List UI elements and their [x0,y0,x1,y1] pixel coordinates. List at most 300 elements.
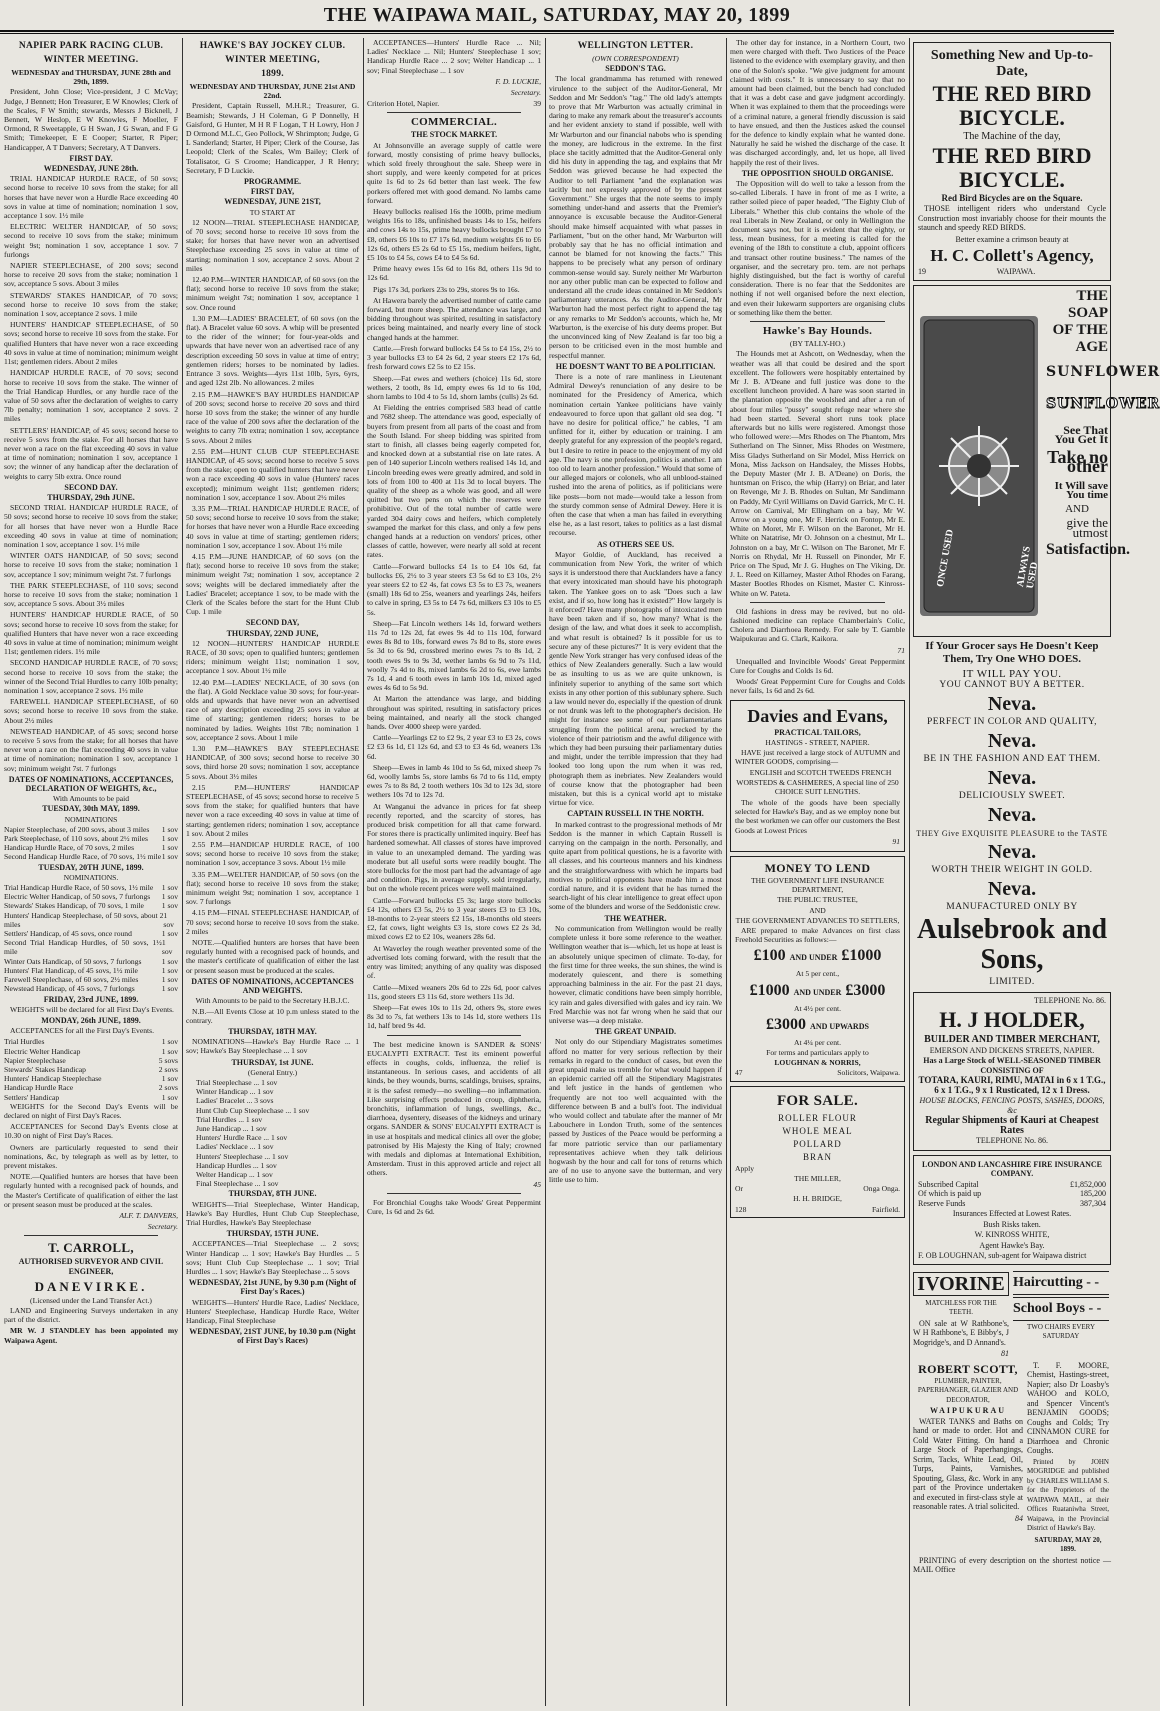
column-wellington-letter [549,38,722,1706]
neva-manufactured: MANUFACTURED ONLY BY [946,901,1078,912]
napier-weights2: WEIGHTS for the Second Day's Events will be declared on night of First Day's Races. [4,1101,178,1120]
ad-number: 45 [533,1179,541,1189]
napier-signature: ALF. T. DANVERS, [119,1210,178,1220]
hbjc-thursday2: THURSDAY, 1st JUNE. [231,1057,314,1067]
ivorine-sub: MATCHLESS FOR THE TEETH. [925,1298,997,1316]
insurance-agent: W. KINROSS WHITE, [974,1230,1050,1239]
hbjc-winter-meeting: WINTER MEETING, [225,55,320,65]
paragraph: At Waverley the rough weather prevented some of the advertised lots coming forward, with the result that the entry was limited; anything of any quality was disposed of. [367,943,541,981]
soap-bar-image [920,316,1038,616]
list-item: Handicap Hurdle Race 2 sovs [4,1083,178,1093]
davies-addr: HASTINGS - STREET, NAPIER. [765,737,870,747]
paragraph: Not only do our Stipendiary Magistrates sometimes afford no matter for very serious reflection by their remarks in regard to the conduct of cases, but even the great unpaid make us tremble for what would happen if an epidemic carried off all the Stipendiary Magistrates and left justice in the hands of gentlemen who frequently are not too well acquainted with the difference between B and a bull's foot. The individual who would collect and tabulate after the manner of Mr Labouchere in London Truth, some of the sentences passed by Justices of the Peace would be performing a far more patriotic service than our parliamentary representatives achieve when they talk delirious hogwash by the hour and call for tons of returns which are of no use to anyone save the butterman, and very little use to him. [549,1037,722,1185]
scott-sub: PLUMBER, PAINTER, PAPERHANGER, GLAZIER AND DECORATOR, [917,1376,1019,1404]
holder-sub: BUILDER AND TIMBER MERCHANT, [924,1034,1100,1045]
bicycle-text: THOSE intelligent riders who understand Cycle Construction most invariably choose for their mounts the staunch and speedy RED BIRDS. [918,204,1106,232]
paragraph: Sheep—Fat Lincoln wethers 14s 1d, forward wethers 11s 7d to 12s 2d, fat ewes 9s 4d to 11s 10d, forward ewes 8s 8d to 10s, forward ewes 7s 8d to 8s, store ewes 5s 3d to 6s 9d, crossbred merino ewes 7s to 8s 1d, 2 tooth ewes 9s to 9s 3d, wether lambs 6s 9d to 7s 11d, woolly 7s 4d to 8s, mixed lambs 6s 2d to 6s, ewe lambs 7s 1d, 4 and 6 tooth ewes in lamb 10s 1d, mixed aged ewes 4s 6d to 5s 9d. [367,618,541,693]
soap-save: It Will save You time [1054,479,1108,501]
paragraph: At Marton the attendance was large, and bidding throughout was spirited, resulting in satisfactory prices being maintained, and nearly all the stock changed hands. Over 4000 sheep were yarded. [367,694,541,732]
list-item: Hunters' Handicap Steeplechase 1 sov [4,1074,178,1084]
commercial-title: COMMERCIAL. [410,116,498,129]
column-rule [909,38,910,1706]
section-head: THE WEATHER. [604,913,667,923]
neva-brand: Neva. [987,766,1037,789]
carroll-licensed: (Licensed under the Land Transfer Act.) [30,1295,152,1305]
moore-text: T. F. MOORE, Chemist, Hastings-street, Napier; also Dr Loasby's WAHOO and KOLO, and Spencer Vincent's BENJAMIN GOODS; Coughs and Colds; Try CINNAMON CURE for Diarrhoea and Chronic Coughs. [1027,1360,1109,1455]
race-entry: TRIAL HANDICAP HURDLE RACE, of 50 sovs; second horse to receive 10 sovs from the stake; for all horses that have never won a Hurdle Race exceeding 40 sovs in value at time of nomination; nomination 1 sov, acceptance 1 sov. 1½ mile [4,174,178,221]
hbjc-thursday3: THURSDAY, 8TH JUNE. [228,1189,317,1199]
money-rate: At 4¼ per cent. [793,1037,842,1047]
napier-nominations2-label: NOMINATIONS. [63,872,119,882]
list-item: Hunters' Hurdle Race ... 1 sov [196,1133,288,1143]
moore-ad [1027,1361,1109,1556]
hbjc-second-date: THURSDAY, 22ND JUNE, [226,628,319,638]
neva-brand: Neva. [987,729,1037,752]
race-entry: 4.15 P.M—FINAL STEEPLECHASE HANDICAP, of 70 sovs; second horse to receive 10 sovs from the stake. 2 miles [186,908,359,936]
soap-satisfaction: Satisfaction. [1046,541,1130,558]
soap-see: See That You Get It [1054,422,1108,446]
list-item: Subscribed Capital £1,852,000 [918,1179,1106,1189]
race-entry: 3.35 P.M—TRIAL HANDICAP HURDLE RACE, of 50 sovs; second horse to receive 10 sovs from the stake; for horses that have never won a Hurdle Race exceeding 40 sovs in value at time of starting; gentlemen riders; nomination 1 sov, acceptance 1 sov. About 1½ mile [186,503,359,550]
money-title: MONEY TO LEND [764,861,871,876]
money-text: ARE prepared to make Advances on first class Freehold Securities as follows:— [735,926,900,945]
race-entry: ELECTRIC WELTER HANDICAP, of 50 sovs; second to receive 10 sovs from the stake; minimum weight 9st; nomination 1 sov, acceptance 1 sov. 7 furlongs [4,222,178,259]
forsale-title: FOR SALE. [776,1092,859,1109]
race-entry: 2.55 P.M—HANDICAP HURDLE RACE, of 100 sovs; second horse to receive 10 sovs from the stake; nomination 1 sov, acceptance 3 sovs. About 1½ mile [186,840,359,868]
bicycle-tag: The Machine of the day, [963,131,1061,142]
hbjc-year: 1899. [261,69,284,79]
section-head: SEDDON'S TAG. [605,64,666,74]
bicycle-headline: Something New and Up-to-Date, [930,48,1094,79]
ivorine-title: IVORINE [913,1272,1009,1296]
holder-telephone2: TELEPHONE No. 86. [976,1136,1048,1145]
soap-of-the-age: SOAP OF THE AGE [1052,304,1108,355]
napier-accept-text: ACCEPTANCES for all the First Day's Events. [10,1026,154,1036]
race-entry: STEWARDS' STAKES HANDICAP, of 70 sovs; second horse to receive 10 sovs from the stake; nomination 1 sov, acceptance 2 sovs. 1 mile [4,290,178,319]
list-item: Hunters' Steeplechase ... 1 sov [196,1151,289,1161]
soap-and: AND [1065,502,1089,515]
holder-text: Has a Large Stock of WELL-SEASONED TIMBER CONSISTING OF [923,1056,1101,1075]
ad-number: 71 [897,645,905,655]
forsale-apply: Apply [735,1163,754,1173]
paragraph: At Hawera barely the advertised number of cattle came forward, but more sheep. The attendance was large, and bidding throughout was spirited, resulting in satisfactory prices being maintained, and nearly every line of stock changed hands at the hammer. [367,295,541,342]
haircutting-line: Haircutting - - [1013,1271,1109,1295]
napier-second-day-date: THURSDAY, 29th JUNE. [47,492,135,502]
list-item: Trial Steeplechase ... 1 sov [196,1077,278,1087]
napier-dates-sub: With Amounts to be paid [52,794,130,804]
ad-number: 39 [533,99,541,109]
hbjc-dates-head: DATES OF NOMINATIONS, ACCEPTANCES AND WEIGHTS. [191,976,354,996]
neva-tagline: THEY Give EXQUISITE PLEASURE to the TASTE [916,828,1108,838]
hbjc-second-day: SECOND DAY, [245,618,300,628]
woods-ad: For Bronchial Coughs take Woods' Great Peppermint Cure, 1s 6d and 2s 6d. [367,1197,541,1216]
money-rate: At 4½ per cent. [793,1003,842,1013]
ad-number: 128 [735,1204,747,1214]
hbjc-note: NOTE.—Qualified hunters are horses that have been regularly hunted with a recognised pack of hounds, and the master's certificate of qualification of either the last or present season must be produced at the scales. [186,938,359,975]
aulsebrook-limited: LIMITED. [989,976,1035,987]
divider [750,602,885,603]
paragraph: The Opposition will do well to take a lesson from the so-called Liberals. I have in front of me as I write, a rather soiled piece of paper headed, "The Eighty Club of Liberals." Whether this club contains the whole of the real Liberals in New Zealand, or only in Wellington the document says not, but it is evident that the eighty, or less, mean business, for a meeting is called for the evening of the 18th to constitute a club, appoint officers and transact other routine business." The names of the organiser, and the secretary pro. tem. are not perhaps highly distinguished, but the fact is worthy of careful consideration. There is no fear that the Seddonites are nothing if not well organised before the next election, and even their lukewarm supporters are organising clubs or something like them the better. [730,179,905,317]
sunflower-soap-ad [913,285,1160,637]
column-rule [182,38,183,1706]
column-rule [545,38,546,1706]
divider [24,1235,158,1236]
money-apply: For terms and particulars apply to [766,1048,869,1058]
ad-number: 84 [1015,1513,1023,1523]
hounds-by: (BY TALLY-HO.) [789,339,846,349]
wellington-corr: (OWN CORRESPONDENT) [592,54,679,63]
hbjc-general: (General Entry.) [247,1067,298,1077]
aulsebrook-name: Aulsebrook and Sons, [916,913,1108,975]
luckie-role: Secretary. [510,88,541,98]
race-entry: 12.40 P.M—LADIES' NECKLACE, of 30 sovs (on the flat). A Gold Necklace value 30 sovs; for four-year-olds and upwards that have never won an advertised race of any description exceeding 25 sovs in value at time of starting; gentlemen riders; horses to be nominated by ladies. Weights 10st 7lb; nomination 1 sov, acceptance 2 sovs. About 1 mile [186,677,359,742]
hbjc-officers: President, Captain Russell, M.H.R.; Treasurer, G. Beamish; Stewards, J H Coleman, G P Donnelly, H Gaisford, G Hunter, M H R F Logan, T H Lowry, Hon J D Ormond M.L.C, Geo Pollock, W Shrimpton; Judge, G L Sanderland; Starter, H Piper; Clerk of the Course, Jas Leopold; Clerk of the Scales, Wm Bailey; Clerk of Totalisator, G S Croome; Handicapper, J R Henry; Secretary, F D Luckie. [186,101,359,175]
section-head: CAPTAIN RUSSELL IN THE NORTH. [567,809,704,819]
insurance-title: LONDON AND LANCASHIRE FIRE INSURANCE COMPANY. [921,1159,1103,1178]
race-entry: 1.30 P.M—LADIES' BRACELET, of 60 sovs (on the flat). A Bracelet value 60 sovs. A whip will be presented to the rider of the winner; for four-year-olds and upwards that have never won an advertised race of any description exceeding 50 sovs in value at time of entry; gentlemen riders; horses to be nominated by ladies. Entrance 3 sovs. Weights—4yrs 11st 10lb, 5yrs, 6yrs, and aged 12st 2lb. No allowances. 2 miles [186,313,359,388]
list-item: Handicap Hurdle Race, of 70 sovs, 2 miles 1 sov [4,843,178,853]
race-entry: 2.15 P.M—HUNTERS' HANDICAP STEEPLECHASE, of 45 sovs; second horse to receive 5 sovs from the stake; for qualified hunters that have never won a race exceeding 40 sovs in value at time of starting; gentlemen riders; nomination 1 sov, acceptance 1 sov. About 2 miles [186,782,359,838]
sander-ad: The best medicine known is SANDER & SONS' EUCALYPTI EXTRACT. Test its eminent powerful effects in coughs, colds, influenza, the relief is instantaneous. In serious cases, and accidents of all kinds, be they wounds, burns, scaldings, bruises, sprains, it is the safest remedy—no swelling—no inflammation. Like surprising effects produced in croup, diphtheria, bronchitis, inflammation of lungs, swellings, &c., diarrhoea, dysentery, diseases of the kidneys and urinary organs. SANDER & SONS' EUCALYPTI EXTRACT is in use at hospitals and medical clinics all over the globe; patronised by His Majesty the King of Italy; crowned with medals and diplomas at International Exhibition, Amsterdam. Trust in this approved article and reject all others. [367,1039,541,1178]
luckie-place: Criterion Hotel, Napier. [367,99,440,109]
list-item: WHOLE MEAL [782,1125,853,1136]
two-chairs: TWO CHAIRS EVERY SATURDAY [1026,1322,1096,1340]
collett-agency: H. C. Collett's Agency, [930,246,1094,265]
paragraph: The local grandmamma has returned with renewed virulence to the subject of the Auditor-General, Mr Seddon and Mr Seddon's "tag." The old lady's attempts to prove that Mr Warburton was actually criminal in daring to make any remark about the treasurer's accounts and her evident anxiety to stand if possible, well with Mr Warburton and our financial nabobs who is spending the money, are ludicrous in the extreme. In the first place she tacitly admitted that the Auditor-General only did his duty in appending the tag, and explains that Mr Seddon was grieved because he had expected the Auditor to tell Parliament "and the explanation was tacitly but not expressly approved of by the present Government." She urges that the note seems to imply something under-hand and asserts that the Premier's annoyance is excusable because the Auditor-General should make himself acquainted with what passes in Parliament, "but on the other hand, Mr Warburton will probably say that he has no official intimation and cannot be blamed for not knowing the facts." This happens to be precisely what any person of ordinary common-sense would say. Surely neither Mr Warburton nor any other public man can be expected to follow and understand all the crude ideas contained in Mr Seddon's parliamentary utterances. As the Auditor-General, Mr Warburton had the most perfect right to append the tag or any remarks to Mr Seddon's accounts, which he, Mr Warburton, is the exercise of his duty deems proper. But the unconvinced king of New Zealand is far too big a person to be criticised even in the most humble and respectful manner. [549,74,723,360]
stock-market-title: THE STOCK MARKET. [410,130,498,140]
ivorine-ad [913,1269,1009,1361]
paragraph: At Fielding the entries comprised 583 head of cattle and 7682 sheep. The attendance was good, especially of buyers from present from all parts of the coast and from the South Island. For sheep bidding was spirited from start to finish, all classes being eagerly competed for, and knocked down at a substantial rise on late rates. A pen of 140 superior Lincoln wethers realised 14s 1d, and Lincoln breeding ewes were greatly admired, and sold in lots of from 100 to 400 at 11s 3d to local buyers. The quality of the sheep as a whole was good, and all were quitted but two pens on which the reserves were prohibitive. Out of the total number of cattle were yarded 304 dairy cows and heifers, which completely swamped the market for this class, and only a few pens changed hands at a reduction on vendors' prices, other classes of cattle, however, were nearly all sold at recent rates. [367,403,541,560]
woods-ad: Woods' Great Peppermint Cure for Coughs and Colds never fails, 1s 6d and 2s 6d. [730,677,905,696]
divider [750,321,885,322]
race-entry: 12 NOON—HUNTERS' HANDICAP HURDLE RACE, of 30 sovs; open to qualified hunters; gentlemen riders; minimum weight 11st; nomination 1 sov, acceptance 1 sov. About 1½ mile [186,638,359,676]
soap-text [1046,287,1160,558]
list-item: ROLLER FLOUR [778,1112,857,1123]
neva-tagline: DELICIOUSLY SWEET. [958,790,1066,801]
neva-tagline: PERFECT IN COLOR AND QUALITY, [926,716,1098,727]
hbjc-accept-head: ACCEPTANCES—Hunters' Hurdle Race ... Nil; Ladies' Necklace ... Nil; Hunters' Steeplechase 1 sov; Handicap Hurdle Race ... 2 sov; Welter Handicap ... 1 sov; Final Steeplechase ... 1 sov [367,38,541,75]
soap-take: Take no other [1047,446,1108,476]
column-advertisements [913,38,1160,1706]
bicycle-name: THE RED BIRD BICYCLE. [932,81,1092,130]
paragraph: Sheep—Ewes in lamb 4s 10d to 5s 6d, mixed sheep 7s 6d, woolly lambs 5s, store lambs 6s 7d to 6s 11d, empty ewes 7s to 8s 8d, 2 tooth wethers 10s 3d to 12s 3d, store wethers 10s 7d to 12s 7d. [367,762,541,800]
bicycle-square: Red Bird Bicycles are on the Square. [941,192,1083,203]
list-item: Settlers' Handicap 1 sov [4,1092,178,1102]
money-sub: THE GOVERNMENT LIFE INSURANCE DEPARTMENT, [751,876,884,895]
insurance-sub: F. OB LOUGHNAN, sub-agent for Waipawa district [918,1251,1087,1260]
list-item: Napier Steeplechase, of 200 sovs, about 3 miles 1 sov [4,824,178,834]
race-entry: 3.35 P.M—WELTER HANDICAP, of 50 sovs (on the flat); second horse to receive 10 sovs from the stake; minimum weight 9st; nomination 1 sov, acceptance 1 sov. 7 furlongs [186,869,359,907]
soap-the: THE [1076,287,1108,304]
column-rule [363,38,364,1706]
list-item: Of which is paid up 185,200 [918,1189,1106,1198]
ad-number: 81 [1001,1349,1009,1358]
hbjc-thursday4: THURSDAY, 15TH JUNE. [226,1229,319,1239]
soap-give: give the utmost [1066,515,1108,540]
masthead-rule [0,33,1114,34]
neva-will-pay: IT WILL PAY YOU. [962,667,1062,680]
column-napier-park [4,38,178,1706]
ivorine-hair-row [913,1269,1111,1361]
insurance-ad [913,1155,1111,1265]
race-entry: FAREWELL HANDICAP STEEPLECHASE, of 60 sovs; second horse to receive 10 sovs from the stake. About 2½ miles [4,697,178,725]
column-hounds-ads [730,38,905,1706]
list-item: Hunt Club Cup Steeplechase ... 1 sov [196,1105,310,1115]
holder-addr: EMERSON AND DICKENS STREETS, NAPIER. [929,1045,1095,1055]
carroll-place: DANEVIRKE. [34,1278,148,1294]
hbjc-first-day: FIRST DAY, [250,187,295,197]
scott-name: ROBERT SCOTT, [918,1361,1018,1376]
paragraph: At Wanganui the advance in prices for fat sheep recently reported, and the scarcity of stores, has produced brisk competition for all that came forward. For stores there is practically unlimited inquiry. Beef has hardened somewhat. All classes of stores have improved in value to an unexampled demand. The yarding was moderate but all useful sorts were readily bought. The store bullocks for the most part had the advantage of age and condition. Pigs, in average supply, sold irregularly, but on the whole recent prices were well maintained. [367,801,541,894]
neva-brand: Neva. [987,692,1037,715]
race-entry: NEWSTEAD HANDICAP, of 45 sovs; second horse to receive 5 sovs from the stake; for all horses that have never won a race on the flat exceeding 40 sovs in value at time of nomination; nomination 1 sov, acceptance 1 sov; minimum weight 7st. 7 furlongs [4,726,178,773]
forsale-row: 128 Fairfield. [735,1204,900,1214]
divider [387,1035,521,1036]
forsale-name: H. H. BRIDGE, [793,1194,842,1204]
list-item: Second Trial Handicap Hurdles, of 50 sovs, 1½ mile 1 sov [4,938,173,957]
race-entry: HANDICAP HURDLE RACE, of 70 sovs; second horse to receive 10 sovs from the stake. The winner of the Trial Handicap Hurdles, or any hurdle race of the value of 50 sovs after the declaration of weights to carry 7lb penalty; nomination 1 sov, acceptance 2 sovs. 2 miles [4,368,178,424]
hbjc-thursday: THURSDAY, 18TH MAY. [228,1026,317,1036]
money-tier: £3000 AND UPWARDS [766,1015,869,1033]
hbjc-nom-line: NOMINATIONS—Hawke's Bay Hurdle Race ... 1 sov; Hawke's Bay Steeplechase ... 1 sov [186,1037,359,1056]
money-to-lend-ad [730,856,905,1082]
schoolboys-line: School Boys - - [1013,1297,1109,1321]
section-head: AS OTHERS SEE US. [597,539,674,549]
paragraph: Heavy bullocks realised 16s the 100lb, prime medium weights 16s to 18s, unfinished beasts 14s to 15s, heifers and cows 14s to 15s, prime heavy bullocks brought £7 to £8, others £6 10s to £7 17s 6d, medium weights £6 to £6 12s 6d, others £5 2s 6d to £5 15s, medium heifers, light, £5 10s to £4 5s, cows £4 to £4 5s 6d. [367,207,541,263]
holder-timber: TOTARA, KAURI, RIMU, MATAI in 6 x 1 T.G., 6 x 1 T.G., 9 x 1 Rusticated, 12 x 1 Dress. [918,1075,1106,1095]
holder-kauri: Regular Shipments of Kauri at Cheapest Rates [925,1115,1099,1136]
race-entry: 2.15 P.M—HAWKE'S BAY HURDLES HANDICAP of 200 sovs; second horse to receive 20 sovs and third horse 10 sovs from the stake; the winner of any hurdle race of the value of 200 sovs after the declaration of the weights to carry 7lb extra; nomination 1 sov, acceptance 5 sovs. About 2 miles [186,389,359,445]
hbjc-programme: PROGRAMME. [243,177,302,187]
money-rate: At 5 per cent., [795,969,840,979]
holder-house: HOUSE BLOCKS, FENCING POSTS, SASHES, DOORS, &c [919,1096,1105,1115]
neva-brand: Neva. [987,877,1037,900]
race-entry: WINTER OATS HANDICAP, of 50 sovs; second horse to receive 10 sovs from the stake; nomination 1 sov, acceptance 1 sov; minimum weight 7st. 7 furlongs [4,551,178,579]
money-agent: LOUGHNAN & NORRIS, [774,1058,861,1068]
hbjc-wed1: WEDNESDAY, 21st JUNE, by 9.30 p.m (Night of First Day's Races.) [188,1278,357,1297]
napier-nom-date: TUESDAY, 30th MAY, 1899. [42,804,140,814]
soap-sunflower-outline: SUNFLOWER [1046,395,1160,412]
list-item: Hunters' Flat Handicap, of 45 sovs, 1½ mile 1 sov [4,965,178,975]
imprint: Printed by JOHN MOGRIDGE and published by CHARLES WILLIAM S. for the Proprietors of the WAIPAWA MAIL, at their Offices Ruataniwha Street, Waipawa, in the Provincial District of Hawke's Bay. [1027,1457,1109,1532]
list-item: Settlers' Handicap, of 45 sovs, once round 1 sov [4,929,178,939]
napier-officers: President, John Close; Vice-president, J C McVay; Judge, J Bennett; Hon Treasurer, E W Knowles; Clerk of the Scales, F W Smith; stewards, Messrs J Bicknell, J Bennett, W Heslop, E W Knowles, F Moeller, F Ormond, R Sweetapple, G H Swan, J G Swan, and F G Smith; Timekeeper, E E Cooper; Starter, R Piper; Handicapper, A T Danvers; Secretary, A T Danvers. [4,87,178,152]
race-entry: NAPIER STEEPLECHASE, of 200 sovs; second horse to receive 20 sovs from the stake; nomination 1 sov, acceptance 5 sovs. About 3 miles [4,261,178,289]
paragraph: The Hounds met at Ashcott, on Wednesday, when the weather was all that could be desired and the sport excellent. The followers were hospitably entertained by Mr J. B. A'Deane and full justice was done to the excellent luncheon provided. A hare was soon started in the plantation opposite the woolshed and after a run of about four miles "pussy" sought refuge near where she had been started. Several short runs took place afterwards but no kills were registered. Amongst those who followed were:—Mrs Rhodes on The Phantom, Mrs Sutherland on The Sinner, Miss Rhodes on Westmere, Miss Gladys Sutherland on Sir Model, Miss Herrick on Mona, Miss Jackson on Handsaley, the Misses Hobbs, the Deputy Master (Mr J. B. A'Deane) on Doris, the huntsman on Frisco, the whip (Harry) on Briar, and later on Revenge, Mr J. B. Rhodes on Sultan, Mr Sandimann on Paddy, Mr Cyril Williams on David Garrick, Mr C. H. Arrow on Carnival, Mr Ellingham on a bay, Mr W. Arrow on a young one, Mr F. Herrick on Fontop, Mr E. White on Moret, Mr F. Wilson on the Baronet, Mr H. White on Natatrise, Mr O. Johnson on a chestnut, Mr L. Johnston on a bay, Mr C. Wilson on The Baronet, Mr F. Norris on Rhydal, Mr H. Russell on Pinonder, Mr F. Price on The Spud, Mr J. G. Hughes on The Viking, Dr. J. L. Reed on Killarney, Master Athol Rhodes on Farang, Master Bootles Rhodes on Kismet, Master C. Kinross-White on W. Pateta. [730,349,905,598]
luckie-place-row [367,99,541,108]
napier-nominations-label: NOMINATIONS [64,814,118,824]
list-item: Second Handicap Hurdle Race, of 70 sovs, 1½ mile 1 sov [4,852,178,862]
bicycle-place-row [918,267,1106,277]
list-item: Farewell Steeplechase, of 60 sovs, 2½ miles 1 sov [4,975,178,985]
davies-text2: The whole of the goods have been specially selected for Hawke's Bay, and as we employ none but the best workmen we can offer our customers the Best Goods at Lowest Prices [735,798,900,835]
paragraph: The other day for instance, in a Northern Court, two men were charged with theft. Two Justices of the Peace listened to the evidence with exemplary gravity, and then one of the Solon's spoke. "We give judgment for amount claimed with costs." It is unnecessary to say that no amount had been claimed, but the bench had concluded that it was a debt case and gave judgment accordingly. When it was explained to them that the proceedings were of a criminal nature, a general friendly discussion is said to have ensued, and then the Justices asked the counsel for the defence to kindly explain what he wanted done. Naturally he said he wished the discharge of the case. It was discharged accordingly, and, let us hope, all lived happily the rest of their lives. [730,38,905,167]
column-hawkes-bay-jockey [186,38,359,1706]
list-item: June Handicap ... 1 sov [196,1123,267,1133]
bicycle-name: THE RED BIRD BICYCLE. [932,142,1092,192]
napier-nom-list2 [4,883,178,993]
napier-signature-role: Secretary. [147,1222,178,1232]
carroll-text: LAND and Engineering Surveys undertaken in any part of the district. [4,1305,178,1325]
list-item: Electric Welter Handicap 1 sov [4,1046,178,1056]
list-item: Trial Handicap Hurdle Race, of 50 sovs, 1½ mile 1 sov [4,883,178,893]
money-agent-row [735,1068,900,1077]
paragraph: Mayor Goldie, of Auckland, has received a communication from New York, the writer of which says it is understood there that Aucklanders have a fancy that every intoxicated man should have his photograph taken. The Yankee goes on to ask "Does such a law exist, and if so, how long has it existed?" How largely is it enforced? Have many photographs of intoxicated men have been taken and if so, how many? What is the design of the law, and what does it seek to accomplish, and what result is obtained? Is it possible for us to secure any of these pictures?" It is very evident that the gentle New York stranger has very confused ideas of the ethics of New Zealanders generally. Such a law would be as insulting to us as we are quite unknown, is infinitely superior to anything of the same sort which exists in any other portion of this sublunary sphere. Such a law would never do, especially if the question of drunk or not drunk was left to the photographer's decision. He might for instance see some of our parliamentarians struggling from the political arena, wrecked by the violence of their patriotism and the awful diligence with which they had been pursuing their parliamentary duties and might, under the terrible impression that they had looked too long upon the rum when it was red, photograph them as inebriates. New Zealanders would of course know that the photographer had been mistaken, but this is a cynical world apt to mistake virtue for vice. [549,549,722,808]
neva-brand: Neva. [987,803,1037,826]
hbjc-nom-list [186,1078,359,1188]
printing-ad: PRINTING of every description on the shortest notice — MAIL Office [913,1555,1111,1574]
luckie-signature: F. D. LUCKIE, [495,76,541,86]
carroll-sub: AUTHORISED SURVEYOR AND CIVIL ENGINEER, [18,1257,164,1276]
napier-accept-list [4,1037,178,1101]
red-bird-bicycle-ad [913,42,1111,281]
money-sub3: THE GOVERNMENT ADVANCES TO SETTLERS, [735,915,900,925]
list-item: Trial Hurdles 1 sov [4,1037,178,1047]
napier-first-day: FIRST DAY. [69,153,113,163]
ad-number: 47 [735,1068,743,1078]
race-entry: 2.55 P.M—HUNT CLUB CUP STEEPLECHASE HANDICAP, of 45 sovs; second horse to receive 5 sovs from the stake; open to qualified hunters that have never won a race exceeding 40 sovs in value (Hunters' races excepted); minimum weight 11st; gentlemen riders; nomination 1 sov, acceptance 1 sov. About 2½ miles [186,446,359,502]
list-item: POLLARD [793,1138,842,1149]
soap-sunflower: SUNFLOWER [1046,363,1160,380]
column-commercial [367,38,541,1706]
imprint-date: SATURDAY, MAY 20, 1899. [1034,1535,1102,1553]
list-item: Trial Hurdles ... 1 sov [196,1114,263,1124]
davies-evans-ad [730,700,905,852]
napier-nom-list [4,825,178,862]
list-item: Final Steeplechase ... 1 sov [196,1179,279,1189]
davies-text: HAVE just received a large stock of AUTUMN and WINTER GOODS, comprising— [735,748,900,767]
insurance-bush: Bush Risks taken. [983,1219,1041,1229]
paragraph: In marked contrast to the progressional methods of Mr Seddon is the manner in which Captain Russell is carrying on the campaign in the north. Personally, and quite apart from political questions, he is a favorite with all classes, and his courteous manners and his kindness and the straightforwardness with which he imparts bad motives to political opponents have made him a most cordial nature, and it is evident that he has turned the search-light of his clear intelligence to great effect upon some of the blunders and worse of the Seddonistic crew. [549,819,722,912]
woods-ad: Unequalled and Invincible Woods' Great Peppermint Cure for Coughs and Colds 1s 6d. [730,656,905,675]
race-entry: THE PARK STEEPLECHASE, of 110 sovs; second horse to receive 10 sovs from the stake; nomination 1 sov, acceptance 5 sovs. About 3½ miles [4,580,178,609]
ad-number: 91 [892,836,900,846]
soap-once-label: ONCE USED [935,528,956,588]
list-item: Hunters' Handicap Steeplechase, of 50 sovs, about 2 miles 1 sov [4,910,174,929]
insurance-lowest: Insurances Effected at Lowest Rates. [952,1209,1072,1218]
hbjc-wed1-text: WEIGHTS—Hunters' Hurdle Race, Ladies' Necklace, Hunters' Steeplechase, Handicap Hurdle Race, Welter Handicap, Final Steeplechase [186,1297,359,1325]
paragraph: Cattle—Yearlings £2 to £2 9s, 2 year £3 to £3 2s, cows £2 £3 6s 1d, £1 12s 6d, and £3 to £3 4s 6d, weaners 13s 6d. [367,733,541,761]
list-item: Winter Oats Handicap, of 50 sovs, 7 furlongs 1 sov [4,956,178,966]
holder-name: H. J HOLDER, [939,1007,1085,1032]
napier-dates: WEDNESDAY and THURSDAY, JUNE 28th and 29th, 1899. [11,68,171,87]
paragraph: No communication from Wellington would be really complete unless it bore some reference to the weather. Wellington weather that is—which, let us hope at least is an absolutely unique specimen of climate. To-day, for the first time for three weeks, the sun shines, the wind is moderately quiescent, and there is something approaching balminess in the air. For the past 21 days, however, climatic conditions have been simply horrible, icy rain and gales diversified with gales and icy rain. We Fred Marchie was not far wrong when he said that our universe was—a deep mistake. [549,923,722,1025]
for-sale-ad [730,1086,905,1218]
forsale-mill: THE MILLER, [794,1173,841,1183]
wellington-title: WELLINGTON LETTER. [577,41,694,51]
list-item: Newstead Handicap, of 45 sovs, 7 furlongs 1 sov [4,984,178,994]
bicycle-place: WAIPAWA. [996,267,1036,276]
soap-always-label: ALWAYS USED [1015,544,1040,589]
race-entry: HUNTERS' HANDICAP STEEPLECHASE, of 50 sovs; second horse to receive 10 sovs from the stake. For qualified Hunters that have never won a race exceeding 40 sovs in value at time of nomination; minimum weight 11st; gentlemen riders. About 2 miles [4,320,178,367]
hbjc-accept-list: ACCEPTANCES—Trial Steeplechase ... 2 sovs; Winter Handicap ... 1 sov; Hawke's Bay Hurdles ... 5 sovs; Hunt Club Cup Steeplechase ... 1 sov; Trial Hurdles ... 1 sov; Hawke's Bay Steeplechase ... 5 sovs [186,1239,359,1276]
list-item: BRAN [802,1151,832,1162]
hounds-title: Hawke's Bay Hounds. [762,325,873,338]
race-entry: 1.30 P.M—HAWKE'S BAY STEEPLECHASE HANDICAP, of 300 sovs; second horse to receive 30 sovs, third horse 20 sovs; nomination 1 sov, acceptance 5 sovs. About 3½ miles [186,744,359,781]
hbjc-dates-sub: With Amounts to be paid to the Secretary H.B.J.C. [195,996,350,1006]
list-item: Electric Welter Handicap, of 50 sovs, 7 furlongs 1 sov [4,892,178,902]
carroll-agent: MR W. J STANDLEY has been appointed my Waipawa Agent. [4,1326,178,1345]
section-head: HE DOESN'T WANT TO BE A POLITICIAN. [555,361,716,371]
paragraph: Prime heavy ewes 15s 6d to 16s 8d, others 11s 9d to 12s 6d. [367,264,541,283]
hbjc-wed2: WEDNESDAY, 21ST JUNE, by 10.30 p.m (Night of First Day's Races) [189,1327,356,1346]
divider [387,112,521,113]
race-entry: SETTLERS' HANDICAP, of 45 sovs; second horse to receive 5 sovs from the stake. For all horses that have never won a race on the flat exceeding 40 sovs in value at time of nomination; nomination 1 sov, acceptance 1 sov; the winner of any handicap after the declaration of weights to carry 5lb extra. Once round [4,425,178,481]
list-item: Napier Steeplechase 5 sovs [4,1055,178,1065]
chamberlain-ad: Old fashions in dress may be revived, but no old-fashioned medicine can replace Chamberlain's Colic, Cholera and Diarrhoea Remedy. For sale by T. Gamble Waipukurau and G. Clark, Kaikora. [730,606,905,644]
paragraph: Cattle—Forward bullocks £5 3s; large store bullocks £4 12s, others £3 5s, 2½ to 3 year steers £3 to £3 10s, 18-months to 2-year steers £2 15s, 18-months old steers £2, fat cows, light weights £3 1s, store cows £2 2s 3d, mixed cows £2 to £2 10s, weaners 28s 6d. [367,895,541,942]
napier-second-day: SECOND DAY. [64,482,118,492]
napier-owners: Owners are particularly requested to send their nominations, &c, by telegraph as well as by letter, to prevent mistakes. [4,1142,178,1170]
napier-first-day-date: WEDNESDAY, JUNE 28th. [43,164,139,174]
neva-tagline: WORTH THEIR WEIGHT IN GOLD. [931,864,1093,875]
scott-ad [913,1361,1023,1556]
paragraph: Cattle—Forward bullocks £4 1s to £4 10s 6d, fat bullocks £6, 2½ to 3 year steers £3 5s 6d to £3 10s, 2½ year steers £2 to £2 4s, fat cows £3 5s to £3 7s, weaners (small) 18s 6d to 25s, weaners and yearlings 24s, heifers to calve in spring, £3 5s to £4 7s 6d, milkers £3 10s to £5 5s. [367,561,541,617]
hbjc-nb: N.B.—All Events Close at 10 p.m unless stated to the contrary. [186,1006,359,1025]
forsale-row: Or Onga Onga. [735,1184,900,1194]
napier-nom-date2: TUESDAY, 20TH JUNE, 1899. [38,862,144,872]
money-and: AND [809,905,826,915]
money-agent2: Solicitors, Waipawa. [837,1068,900,1078]
paragraph: Cattle—Mixed weaners 20s 6d to 22s 6d, poor calves 11s, good steers £3 11s 6d, store wethers 11s 3d. [367,982,541,1001]
paragraph: Cattle.—Fresh forward bullocks £4 5s to £4 15s, 2½ to 3 year bullocks £3 to £4 2s 6d, 2 year steers £2 17s 6d, fresh forward cows £2 5s to £2 15s. [367,343,541,372]
race-entry: 12 NOON—TRIAL STEEPLECHASE HANDICAP, of 70 sovs; second horse to receive 10 sovs from the stake; for horses that have never won an advertised Steeplechase exceeding 25 sovs in value at time of starting; nomination 1 sov, acceptance 2 sovs. About 2 miles [186,217,359,273]
hbjc-start: TO START AT [249,207,296,217]
list-item: Ladies' Bracelet ... 3 sovs [196,1096,274,1106]
napier-winter-meeting: WINTER MEETING. [43,55,139,65]
scott-text: WATER TANKS and Baths on hand or made to order. Hot and Cold Water Fitting. On hand a Large Stock of Paperhangings, Scrim, Tacks, White Lead, Oil, Turps, Paints, Varnishes, Spouting, Glass, &c. Work in any part of the Province undertaken and executed in first-class style at reasonable rates. A trial solicited. [913,1416,1023,1511]
divider [387,1193,521,1194]
race-entry: SECOND TRIAL HANDICAP HURDLE RACE, of 50 sovs; second horse to receive 10 sovs from the stake; for all horses that have never won a Hurdle Race exceeding 40 sovs in value at time of nomination; nomination 1 sov, acceptance 1 sov. 1½ mile [4,503,178,549]
carroll-name: T. CARROLL, [48,1240,134,1256]
list-item: Handicap Hurdles ... 1 sov [196,1160,277,1170]
neva-tagline: BE IN THE FASHION AND EAT THEM. [923,753,1101,764]
race-entry: SECOND HANDICAP HURDLE RACE, of 70 sovs; second horse to receive 10 sovs from the stake; the winner of the Second Trial Hurdles to carry 10lb penalty; nomination 1 sov, acceptance 2 sovs. 1½ mile [4,658,178,695]
hbjc-first-date: WEDNESDAY, JUNE 21ST, [224,197,321,207]
napier-weights-date: FRIDAY, 23rd JUNE, 1899. [43,994,139,1004]
insurance-agent2: Agent Hawke's Bay. [979,1240,1045,1250]
list-item: Stewards' Stakes Handicap, of 70 sovs, 1 mile 1 sov [4,901,178,911]
napier-dates-head: DATES OF NOMINATIONS, ACCEPTANCES, DECLARATION OF WEIGHTS, &c., [8,774,174,794]
davies-title: Davies and Evans, [747,705,888,726]
davies-items: ENGLISH and SCOTCH TWEEDS FRENCH WORSTEDS & CASHMERES, A special line of 250 CHOICE SUIT LENGTHS. [736,768,899,796]
holder-ad [913,992,1111,1151]
hbjc-weights-list: WEIGHTS—Trial Steeplechase, Winter Handicap, Hawke's Bay Hurdles, Hunt Club Cup Steeplechase, Trial Hurdles, Hawke's Bay Steeplechase [186,1199,359,1227]
column-rule [726,38,727,1706]
masthead: THE WAIPAWA MAIL, SATURDAY, MAY 20, 1899 [0,0,1114,32]
hbjc-dates: WEDNESDAY AND THURSDAY, JUNE 21st AND 22nd. [189,82,356,101]
neva-cannot-buy: YOU CANNOT BUY A BETTER. [939,679,1085,690]
paragraph: There is a note of rare manliness in Lieutenant Admiral Dewey's renunciation of any desire to be nominated for the Presidency of America, which nomination certain Yankee politicians have vainly endeavoured to force upon that gallant old sea dog. "I have no desire for political office," he cables, "I am unfitted for it, either by education or training. I am deeply grateful for any expression of the people's regard, but I desire to retire in peace to the enjoyment of my old age. The navy is one profession, politics is another. I am too old to learn another profession." Would that some of our alleged majors or colonels, who all unblood-stained rushed into the arena of politics, as if politicians were like posts—born not made—would take a lesson from the sturdy common sense of Admiral Dewey. Here it is often the case that when a man has failed in everything else he, as a last resort, takes to politics as a last dismal recourse. [549,371,722,538]
napier-weights-text: WEIGHTS will be declared for all First Day's Events. [10,1004,174,1014]
list-item: Park Steeplechase, of 110 sovs, about 2½ miles 1 sov [4,834,178,844]
napier-note: NOTE.—Qualified hunters are horses that have been regularly hunted with a recognised pack of hounds, and the Master's Certificate of qualification of either the last or present season must be produced at the scales. [4,1172,178,1209]
paragraph: Sheep—Fat ewes 10s to 11s 2d, others 9s, store ewes 8s 3d to 7s, fat wethers 13s to 14s 1d, store wethers 11s 1d, half bred 9s 4d. [367,1002,541,1031]
neva-brand: Neva. [987,840,1037,863]
list-item: Reserve Funds 387,304 [918,1198,1106,1208]
bicycle-examine: Better examine a crimson beauty at [955,234,1069,244]
scott-moore-row [913,1361,1111,1556]
napier-accept-date: MONDAY, 26th JUNE, 1899. [41,1015,141,1025]
hbjc-title: HAWKE'S BAY JOCKEY CLUB. [199,41,346,51]
davies-sub: PRACTICAL TAILORS, [774,727,861,737]
paragraph: Pigs 17s 3d, porkers 23s to 29s, stores 9s to 16s. [373,284,520,294]
race-entry: HUNTERS' HANDICAP HURDLE RACE, of 50 sovs; second horse to receive 10 sovs from the stake; for qualified Hunters that have never won a race exceeding 40 sovs in value at time of nomination; minimum weight 11st; gentlemen riders. 1½ mile [4,610,178,657]
race-entry: 4.15 P.M—JUNE HANDICAP, of 60 sovs (on the flat); second horse to receive 10 sovs from the stake; minimum weight 7st; nomination 1 sov, acceptance 2 sovs; weights will be declared immediately after the Ladies' Bracelet; acceptance 1 sov, to be made with the Clerk of the Scales before the start for the Hunt Club Cup. 1 mile [186,551,359,617]
money-tier: £100 AND UNDER £1000 [753,947,882,965]
napier-accept2: ACCEPTANCES for Second Day's Events close at 10.30 on night of First Day's Races. [4,1122,178,1141]
money-tier: £1000 AND UNDER £3000 [749,981,886,999]
